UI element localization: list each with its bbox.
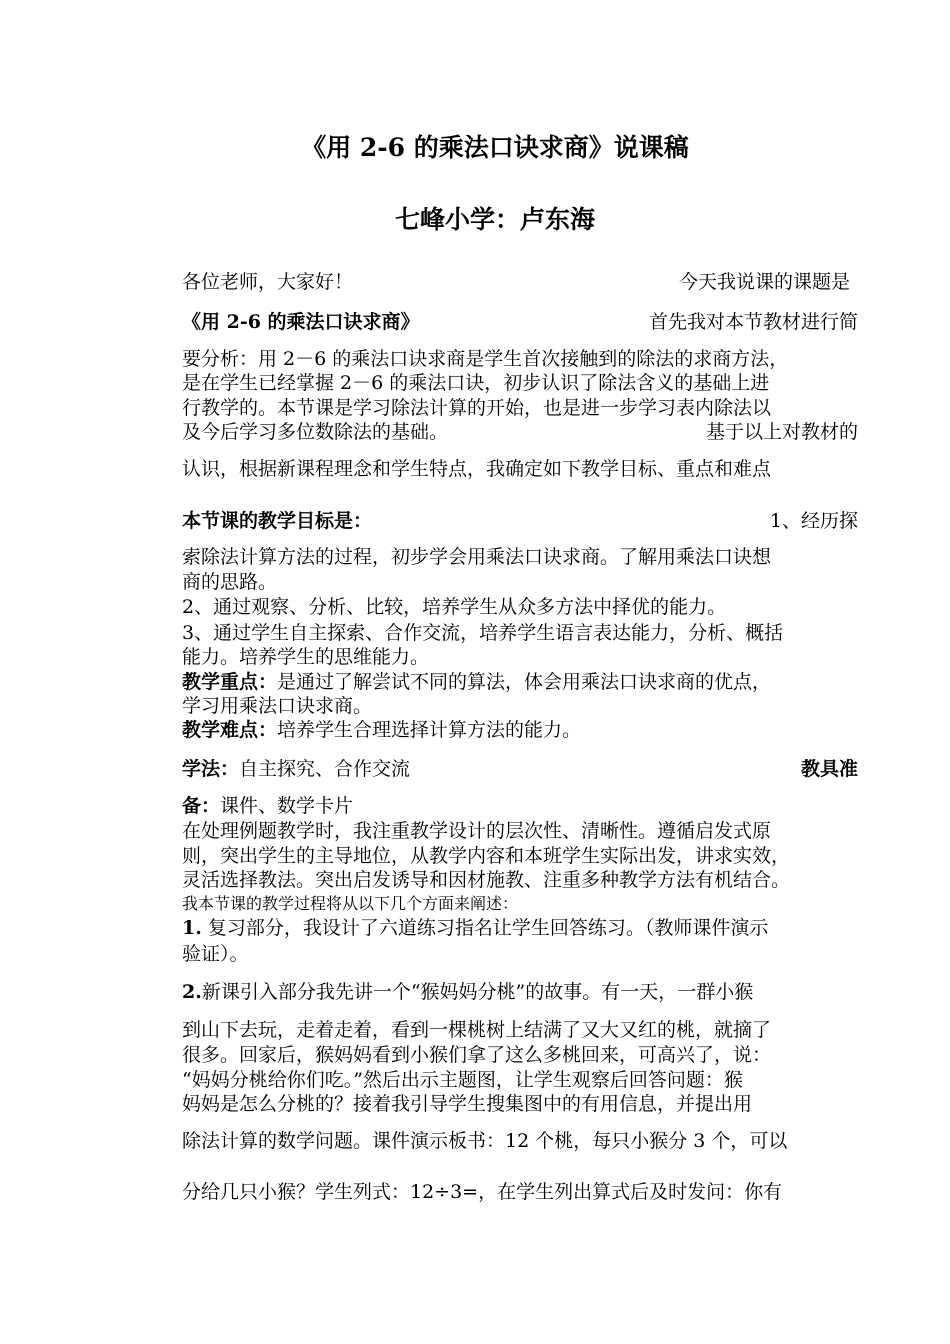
analysis-line: 是在学生已经掌握 2－6 的乘法口诀，初步认识了除法含义的基础上进 xyxy=(182,372,770,394)
lesson-name: 《用 2-6 的乘法口诀求商》 xyxy=(182,311,420,333)
teaching-line: 在处理例题教学时，我注重教学设计的层次性、清晰性。遵循启发式原 xyxy=(182,820,772,842)
teaching-line: 则，突出学生的主导地位，从教学内容和本班学生实际出发，讲求实效， xyxy=(182,845,791,867)
step-2-text: 新课引入部分我先讲一个“猴妈妈分桃”的故事。有一天，一群小猴 xyxy=(201,981,754,1003)
difficulty xyxy=(182,718,581,742)
step-1-number: 1. xyxy=(182,917,202,939)
analysis-line: 要分析：用 2－6 的乘法口诀求商是学生首次接触到的除法的求商方法， xyxy=(182,348,789,370)
teaching-tools xyxy=(182,794,353,818)
goal-line: 能力。培养学生的思维能力。 xyxy=(182,646,430,668)
key-point-label: 教学重点： xyxy=(182,671,278,693)
step-1-text: 复习部分，我设计了六道练习指名让学生回答练习。（教师课件演示 xyxy=(201,917,769,939)
document-title: 《用 2-6 的乘法口诀求商》说课稿 xyxy=(301,133,689,162)
process-intro: 我本节课的教学过程将从以下几个方面来阐述： xyxy=(182,894,519,913)
analysis-end: 认识，根据新课程理念和学生特点，我确定如下教学目标、重点和难点 xyxy=(182,458,772,480)
goal-1-start: 1、经历探 xyxy=(769,510,858,532)
step-2 xyxy=(182,980,753,1004)
story-line: 到山下去玩，走着走着，看到一棵桃树上结满了又大又红的桃，就摘了 xyxy=(182,1019,772,1041)
story-line: “妈妈分桃给你们吃。”然后出示主题图，让学生观察后回答问题：猴 xyxy=(182,1069,743,1091)
goal-line: 3、通过学生自主探索、合作交流，培养学生语言表达能力，分析、概括 xyxy=(182,622,784,644)
difficulty-label: 教学难点： xyxy=(182,719,278,741)
analysis-intro: 首先我对本节教材进行简 xyxy=(648,311,858,333)
key-point-cont: 学习用乘法口诀求商。 xyxy=(182,695,373,717)
study-method-label: 学法： xyxy=(182,758,240,780)
step-1-cont: 验证）。 xyxy=(182,943,249,965)
teaching-tools-label: 教具准 xyxy=(800,758,858,780)
goal-line: 商的思路。 xyxy=(182,571,278,593)
greeting: 各位老师，大家好！ xyxy=(182,271,354,293)
goal-line: 2、通过观察、分析、比较，培养学生从众多方法中择优的能力。 xyxy=(182,596,727,618)
goals-heading: 本节课的教学目标是： xyxy=(182,510,373,532)
teaching-tools-text: 课件、数学卡片 xyxy=(220,795,354,817)
study-method-text: 自主探究、合作交流 xyxy=(239,758,411,780)
story-line: 除法计算的数学问题。课件演示板书：12 个桃，每只小猴分 3 个，可以 xyxy=(182,1130,788,1152)
step-1 xyxy=(182,916,768,940)
author-line: 七峰小学：卢东海 xyxy=(394,205,595,234)
goal-line: 索除法计算方法的过程，初步学会用乘法口诀求商。了解用乘法口诀想 xyxy=(182,546,772,568)
teaching-line: 灵活选择教法。突出启发诱导和因材施教、注重多种教学方法有机结合。 xyxy=(182,869,791,891)
teaching-tools-label-end: 备： xyxy=(182,795,221,817)
study-method xyxy=(182,757,410,781)
topic-intro: 今天我说课的课题是 xyxy=(678,271,850,293)
step-2-number: 2. xyxy=(182,981,202,1003)
analysis-line: 及今后学习多位数除法的基础。 xyxy=(182,421,449,443)
difficulty-text: 培养学生合理选择计算方法的能力。 xyxy=(277,719,582,741)
story-line: 很多。回家后，猴妈妈看到小猴们拿了这么多桃回来，可高兴了，说： xyxy=(182,1044,772,1066)
story-line: 分给几只小猴？学生列式：12÷3=，在学生列出算式后及时发问：你有 xyxy=(182,1181,783,1203)
key-point xyxy=(182,670,771,694)
analysis-tail: 基于以上对教材的 xyxy=(705,421,858,443)
key-point-text: 是通过了解尝试不同的算法，体会用乘法口诀求商的优点， xyxy=(277,671,772,693)
analysis-line: 行教学的。本节课是学习除法计算的开始，也是进一步学习表内除法以 xyxy=(182,397,772,419)
story-line: 妈妈是怎么分桃的？接着我引导学生搜集图中的有用信息，并提出用 xyxy=(182,1093,753,1115)
